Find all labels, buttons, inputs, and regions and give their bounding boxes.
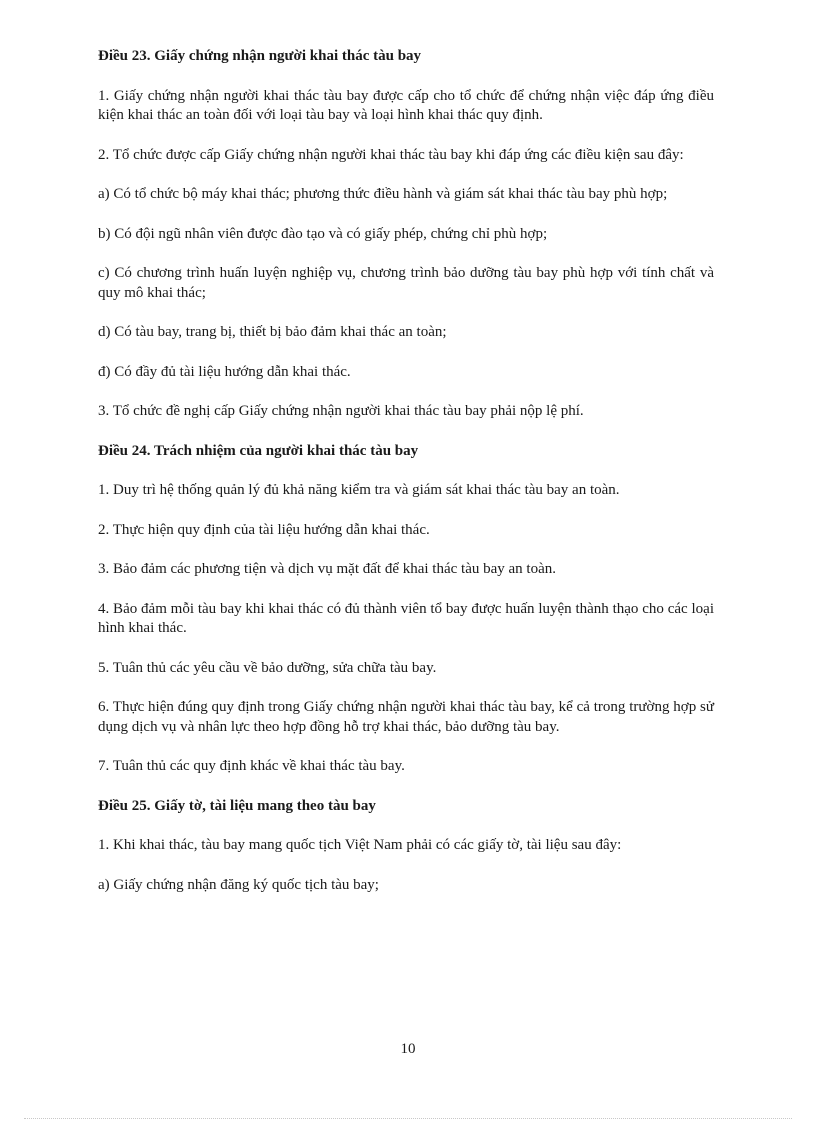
article-24-heading: Điều 24. Trách nhiệm của người khai thác tàu bay [98, 442, 419, 459]
article-25-clause-1a: a) Giấy chứng nhận đăng ký quốc tịch tàu bay; [98, 876, 379, 893]
article-24-clause-4: 4. Bảo đảm mỗi tàu bay khi khai thác có đủ thành viên tổ bay được huấn luyện thành thạo cho các loại hình khai thác. [98, 600, 714, 636]
article-23-clause-1: 1. Giấy chứng nhận người khai thác tàu bay được cấp cho tổ chức để chứng nhận việc đáp ứng điều kiện khai thác an toàn đối với loại tàu bay và loại hình khai thác quy định. [98, 87, 714, 123]
article-23-clause-2dd: đ) Có đầy đủ tài liệu hướng dẫn khai thác. [98, 363, 351, 380]
page-bottom-divider [24, 1118, 792, 1119]
article-24-clause-7: 7. Tuân thủ các quy định khác về khai thác tàu bay. [98, 758, 405, 774]
document-page [98, 47, 714, 895]
article-23-clause-2a: a) Có tổ chức bộ máy khai thác; phương thức điều hành và giám sát khai thác tàu bay phù hợp; [98, 186, 668, 202]
article-24-clause-2: 2. Thực hiện quy định của tài liệu hướng dẫn khai thác. [98, 521, 430, 538]
page-number: 10 [400, 1041, 416, 1057]
article-23-clause-2d: d) Có tàu bay, trang bị, thiết bị bảo đảm khai thác an toàn; [98, 324, 447, 340]
article-25-heading: Điều 25. Giấy tờ, tài liệu mang theo tàu bay [98, 797, 376, 814]
article-24-clause-6: 6. Thực hiện đúng quy định trong Giấy chứng nhận người khai thác tàu bay, kể cả trong trường hợp sử dụng dịch vụ và nhân lực theo hợp đồng hỗ trợ khai thác, bảo dưỡng tàu bay. [98, 699, 714, 735]
article-23-heading: Điều 23. Giấy chứng nhận người khai thác tàu bay [98, 48, 422, 64]
article-23-clause-2c: c) Có chương trình huấn luyện nghiệp vụ, chương trình bảo dưỡng tàu bay phù hợp với tính chất và quy mô khai thác; [98, 265, 714, 301]
article-24-clause-3: 3. Bảo đảm các phương tiện và dịch vụ mặt đất để khai thác tàu bay an toàn. [98, 561, 556, 577]
article-25-clause-1: 1. Khi khai thác, tàu bay mang quốc tịch Việt Nam phải có các giấy tờ, tài liệu sau đây: [98, 837, 622, 853]
article-23-clause-2: 2. Tổ chức được cấp Giấy chứng nhận người khai thác tàu bay khi đáp ứng các điều kiện sau đây: [98, 146, 684, 163]
article-23-clause-2b: b) Có đội ngũ nhân viên được đào tạo và có giấy phép, chứng chỉ phù hợp; [98, 225, 548, 242]
article-24-clause-5: 5. Tuân thủ các yêu cầu về bảo dưỡng, sửa chữa tàu bay. [98, 659, 437, 676]
article-23-clause-3: 3. Tổ chức đề nghị cấp Giấy chứng nhận người khai thác tàu bay phải nộp lệ phí. [98, 403, 584, 419]
article-24-clause-1: 1. Duy trì hệ thống quản lý đủ khả năng kiểm tra và giám sát khai thác tàu bay an toàn. [98, 482, 620, 498]
